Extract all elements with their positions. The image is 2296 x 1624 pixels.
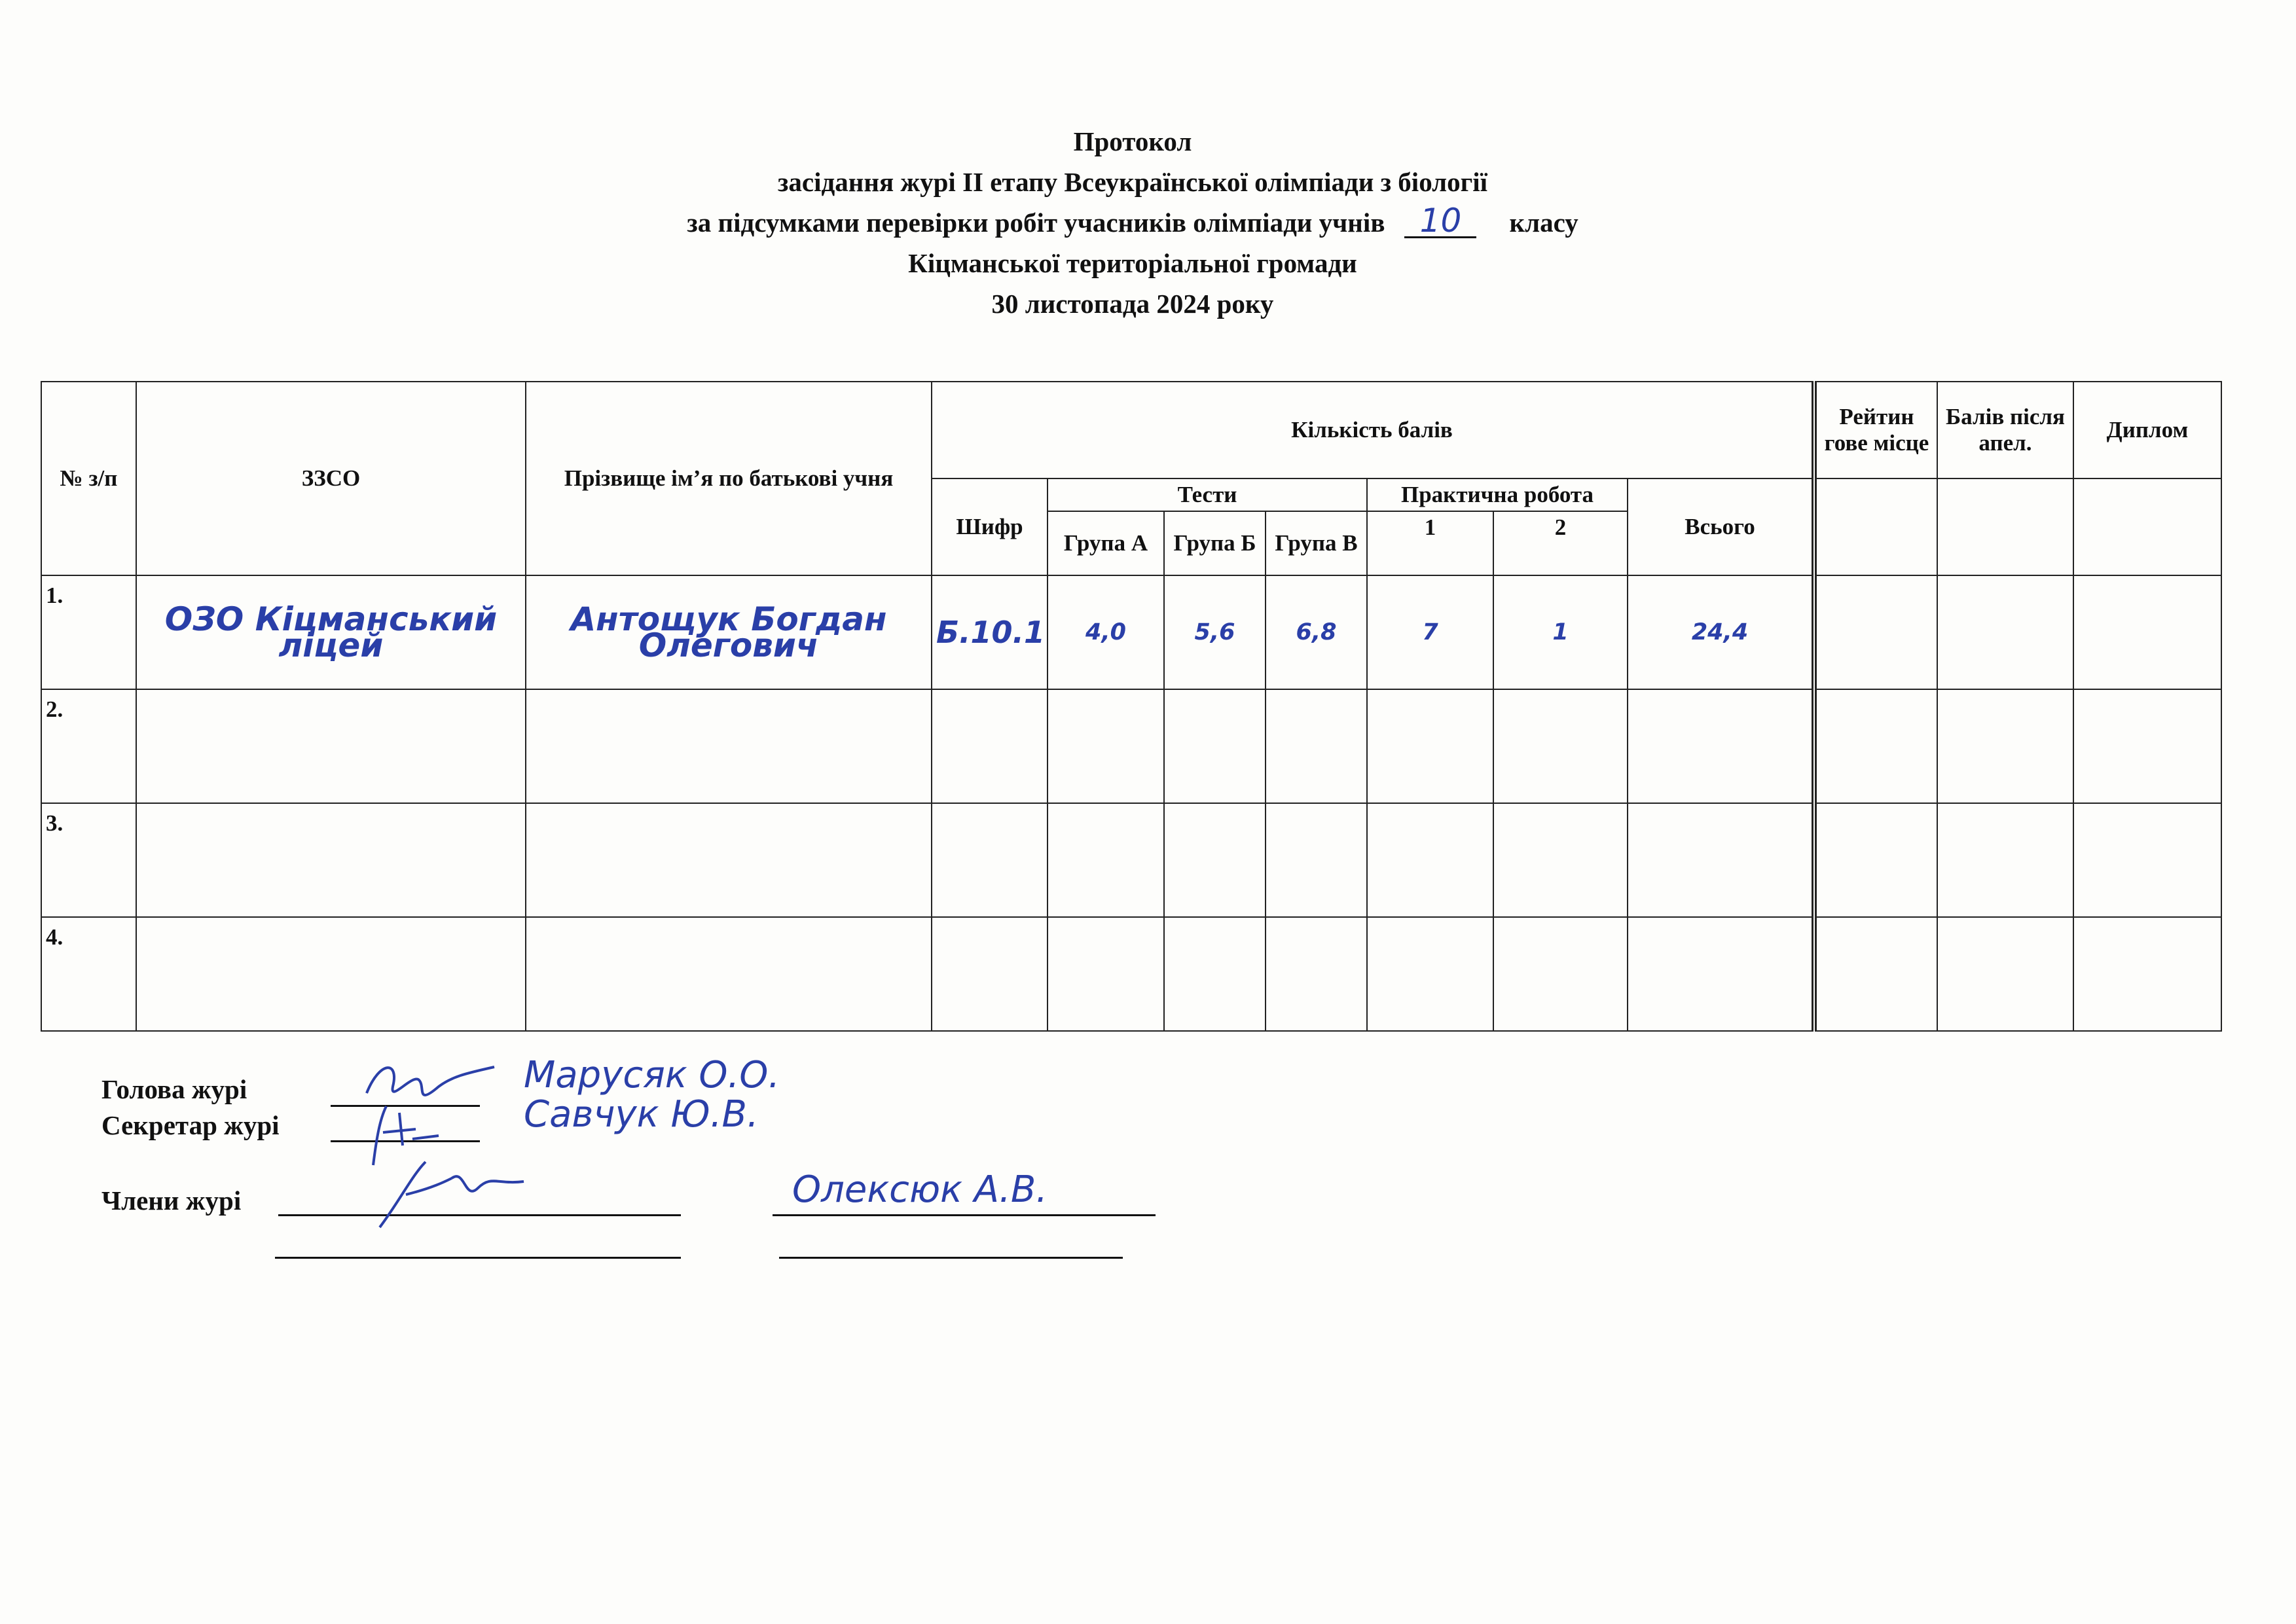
school-cell: ОЗО Кіцманський ліцей <box>136 575 526 689</box>
practical-1-cell <box>1367 689 1493 803</box>
appeal-cell <box>1937 575 2073 689</box>
diploma-cell <box>2073 689 2221 803</box>
member-name-line-2 <box>779 1231 1123 1259</box>
col-header-tests: Тести <box>1048 478 1367 511</box>
rating-subheader <box>1814 478 1937 575</box>
col-header-diploma: Диплом <box>2073 382 2221 478</box>
secretary-label: Секретар журі <box>101 1110 280 1140</box>
col-header-group-b: Група Б <box>1164 511 1266 575</box>
jury-member-name: Олексюк А.В. <box>792 1168 1048 1211</box>
group-v-cell: 6,8 <box>1266 575 1367 689</box>
secretary-name: Савчук Ю.В. <box>524 1093 759 1136</box>
student-name-cell: Антощук Богдан Олегович <box>526 575 932 689</box>
row-number: 2. <box>41 689 136 803</box>
col-header-points: Кількість балів <box>932 382 1814 478</box>
document-header <box>0 121 2265 324</box>
rating-cell <box>1814 575 1937 689</box>
student-name-cell <box>526 689 932 803</box>
col-header-appeal: Балів після апел. <box>1937 382 2073 478</box>
practical-2-cell <box>1493 689 1628 803</box>
col-header-school: ЗЗСО <box>136 382 526 575</box>
code-cell <box>932 917 1048 1031</box>
school-cell <box>136 803 526 917</box>
diploma-subheader <box>2073 478 2221 575</box>
col-header-practical-2: 2 <box>1493 511 1628 575</box>
head-of-jury-label: Голова журі <box>101 1074 247 1104</box>
total-cell <box>1628 689 1814 803</box>
practical-2-cell <box>1493 803 1628 917</box>
total-cell <box>1628 803 1814 917</box>
diploma-cell <box>2073 917 2221 1031</box>
code-cell <box>932 803 1048 917</box>
practical-2-cell: 1 <box>1493 575 1628 689</box>
table-row <box>41 689 2221 803</box>
diploma-cell <box>2073 803 2221 917</box>
practical-2-cell <box>1493 917 1628 1031</box>
col-header-practical: Практична робота <box>1367 478 1628 511</box>
rating-cell <box>1814 689 1937 803</box>
head-of-jury-row <box>101 1074 247 1105</box>
col-header-name: Прізвище ім’я по батькові учня <box>526 382 932 575</box>
col-header-num: № з/п <box>41 382 136 575</box>
school-cell <box>136 689 526 803</box>
document-title: Протокол <box>1073 126 1192 156</box>
group-b-cell: 5,6 <box>1164 575 1266 689</box>
group-a-cell <box>1048 803 1164 917</box>
col-header-rating: Рейтин гове місце <box>1814 382 1937 478</box>
header-line-4: Кіцманської територіальної громади <box>908 248 1357 278</box>
header-line-3-suffix: класу <box>1509 208 1578 238</box>
diploma-cell <box>2073 575 2221 689</box>
appeal-cell <box>1937 803 2073 917</box>
code-cell: Б.10.1 <box>932 575 1048 689</box>
group-b-cell <box>1164 917 1266 1031</box>
group-v-cell <box>1266 803 1367 917</box>
member-signature-icon <box>367 1149 537 1234</box>
header-line-3-prefix: за підсумками перевірки робіт учасників олімпіади учнів <box>687 208 1385 238</box>
school-cell <box>136 917 526 1031</box>
practical-1-cell: 7 <box>1367 575 1493 689</box>
practical-1-cell <box>1367 917 1493 1031</box>
group-a-cell <box>1048 917 1164 1031</box>
student-name-cell <box>526 917 932 1031</box>
class-number: 10 <box>1404 205 1476 238</box>
member-signature-line-2 <box>275 1231 681 1259</box>
student-name-cell <box>526 803 932 917</box>
rating-cell <box>1814 803 1937 917</box>
table-row <box>41 575 2221 689</box>
row-number: 1. <box>41 575 136 689</box>
group-v-cell <box>1266 689 1367 803</box>
table-row <box>41 803 2221 917</box>
table-row <box>41 917 2221 1031</box>
rating-cell <box>1814 917 1937 1031</box>
total-cell <box>1628 917 1814 1031</box>
header-line-5: 30 листопада 2024 року <box>991 289 1274 319</box>
row-number: 4. <box>41 917 136 1031</box>
jury-members-row <box>101 1185 241 1216</box>
group-v-cell <box>1266 917 1367 1031</box>
practical-1-cell <box>1367 803 1493 917</box>
col-header-group-a: Група А <box>1048 511 1164 575</box>
secretary-row <box>101 1110 280 1141</box>
appeal-cell <box>1937 917 2073 1031</box>
results-table <box>41 381 2222 1032</box>
total-cell: 24,4 <box>1628 575 1814 689</box>
row-number: 3. <box>41 803 136 917</box>
header-line-3 <box>0 202 2265 243</box>
appeal-subheader <box>1937 478 2073 575</box>
group-a-cell: 4,0 <box>1048 575 1164 689</box>
group-b-cell <box>1164 689 1266 803</box>
appeal-cell <box>1937 689 2073 803</box>
col-header-total: Всього <box>1628 478 1814 575</box>
header-line-2: засідання журі ІІ етапу Всеукраїнської олімпіади з біології <box>777 167 1488 197</box>
jury-members-label: Члени журі <box>101 1185 242 1216</box>
col-header-practical-1: 1 <box>1367 511 1493 575</box>
code-cell <box>932 689 1048 803</box>
head-of-jury-name: Марусяк О.О. <box>524 1054 780 1096</box>
group-b-cell <box>1164 803 1266 917</box>
col-header-code: Шифр <box>932 478 1048 575</box>
col-header-group-v: Група В <box>1266 511 1367 575</box>
group-a-cell <box>1048 689 1164 803</box>
